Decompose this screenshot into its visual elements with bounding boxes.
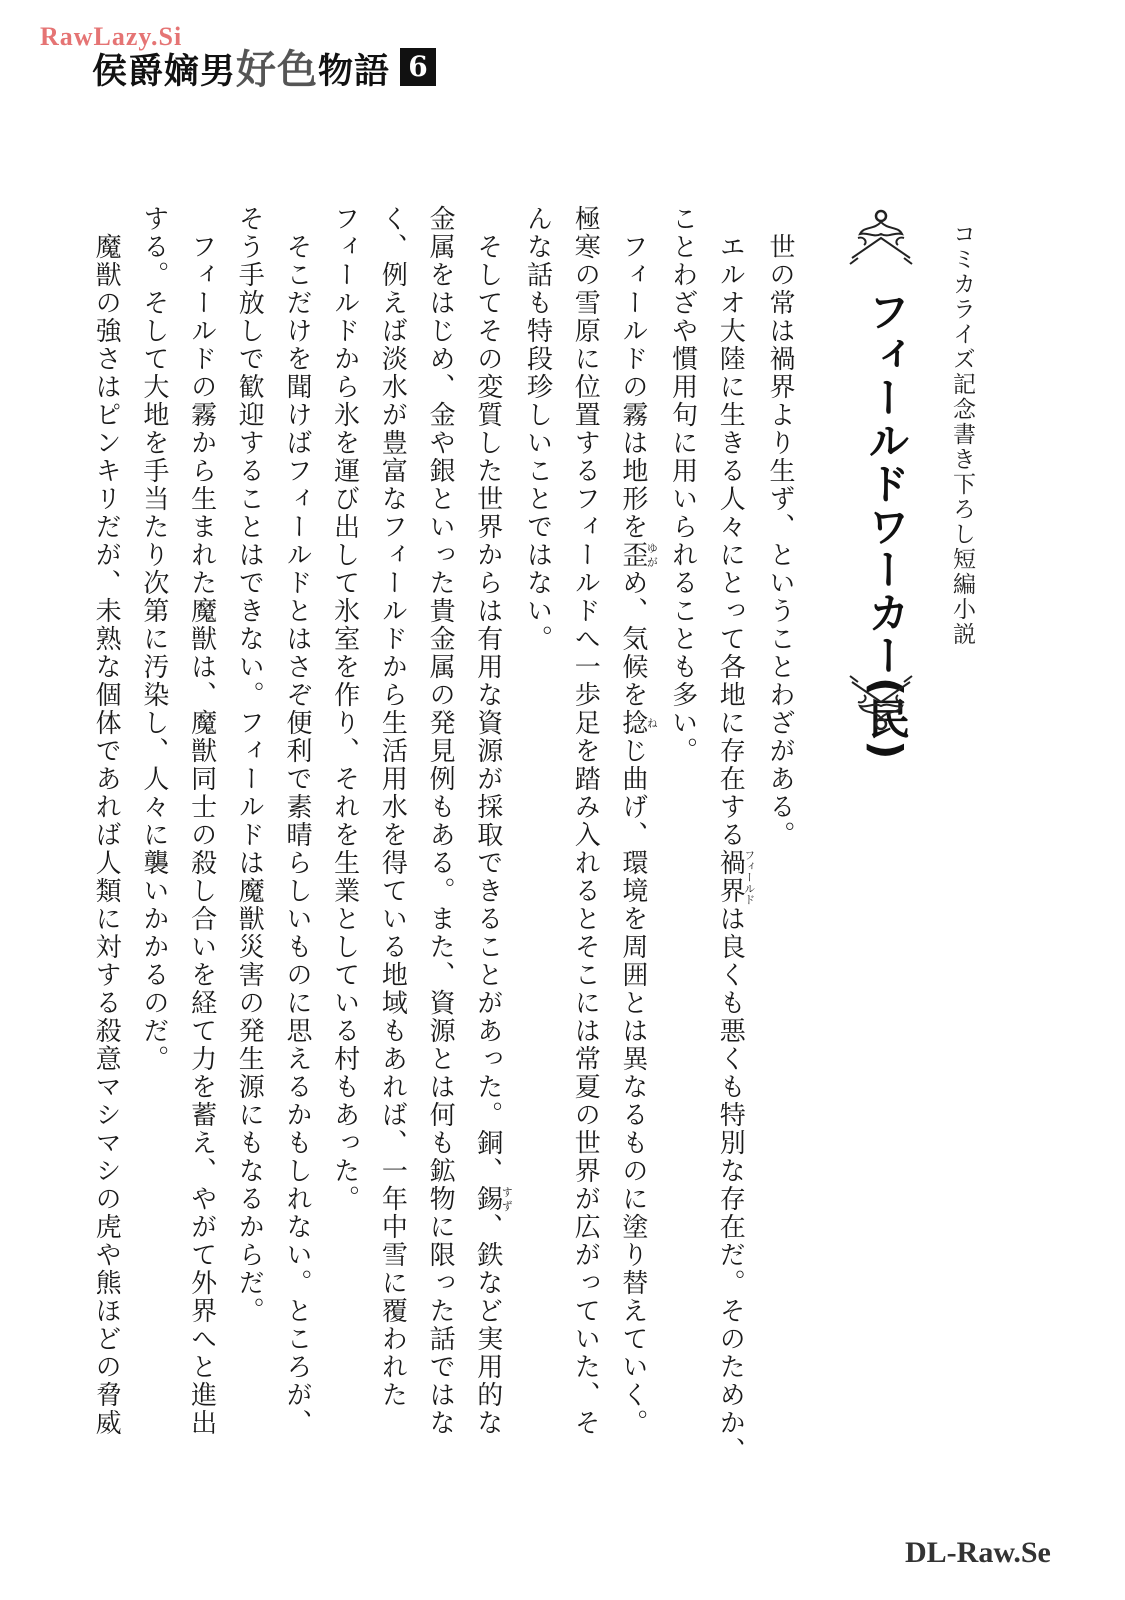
- book-title-accent: 好色: [236, 46, 319, 93]
- volume-badge: 6: [400, 48, 436, 86]
- text-segment: 世の常は禍界より生ず、ということわざがある。: [765, 205, 795, 849]
- text-column: [608, 205, 658, 1445]
- story-title: フィールドワーカー(民): [862, 290, 911, 761]
- story-subtitle: コミカライズ記念書き下ろし短編小説: [949, 222, 975, 647]
- ruby-base: 禍界: [715, 849, 746, 905]
- book-title: [92, 38, 390, 95]
- text-segment: め、気候を: [617, 569, 648, 709]
- text-column: [706, 205, 756, 1465]
- text-segment: フィールドの霧は地形を: [617, 205, 648, 541]
- text-column: [81, 205, 129, 1445]
- text-column: [755, 205, 803, 1445]
- text-segment: そう手放しで歓迎することはできない。フィールドは魔獣災害の発生源にもなるからだ。: [234, 205, 265, 1325]
- ruby-word: [617, 541, 659, 569]
- ruby-word: [715, 849, 756, 905]
- text-column: [272, 205, 320, 1445]
- text-segment: そしてその変質した世界からは有用な資源が採取できることがあった。銅、: [472, 205, 503, 1185]
- book-header: [92, 38, 436, 95]
- ruby-base: 捻: [617, 709, 648, 737]
- watermark-top: RawLazy.Si: [40, 22, 183, 51]
- text-column: [368, 205, 416, 1445]
- text-segment: 金属をはじめ、金や銀といった貴金属の発見例もある。また、資源とは何も鉱物に限った話ではな: [425, 205, 456, 1437]
- text-column: [415, 205, 463, 1445]
- ruby-reading: フィールド: [742, 849, 756, 905]
- ruby-reading: ゆが: [645, 541, 659, 569]
- text-column: [225, 205, 273, 1445]
- book-title-part: 侯爵嫡男: [92, 51, 237, 92]
- text-segment: 魔獣の強さはピンキリだが、未熟な個体であれば人類に対する殺意マシマシの虎や熊ほどの脅威: [91, 205, 122, 1437]
- ruby-reading: すず: [500, 1185, 514, 1213]
- text-segment: く、例えば淡水が豊富なフィールドから生活用水を得ている地域もあれば、一年中雪に覆われた: [377, 205, 408, 1409]
- ruby-reading: ね: [645, 709, 659, 737]
- text-segment: 、鉄など実用的な: [472, 1213, 503, 1437]
- text-segment: 極寒の雪原に位置するフィールドへ一歩足を踏み入れるとそこには常夏の世界が広がっていた、そ: [570, 205, 601, 1437]
- text-segment: フィールドから氷を運び出して氷室を作り、それを生業としている村もあった。: [329, 205, 360, 1213]
- ruby-word: [472, 1185, 514, 1213]
- text-column: [463, 205, 513, 1445]
- book-title-part: 物語: [318, 51, 391, 92]
- text-segment: フィールドの霧から生まれた魔獣は、魔獣同士の殺し合いを経て力を蓄え、やがて外界へと進出: [186, 205, 217, 1437]
- text-column: [560, 205, 608, 1445]
- ruby-word: [617, 709, 659, 737]
- text-segment: んな話も特段珍しいことではない。: [522, 205, 553, 653]
- text-column: [320, 205, 368, 1445]
- ornament-bottom-icon: [848, 660, 914, 732]
- text-segment: する。そして大地を手当たり次第に汚染し、人々に襲いかかるのだ。: [138, 205, 169, 1073]
- text-column: [129, 205, 177, 1445]
- text-segment: そこだけを聞けばフィールドとはさぞ便利で素晴らしいものに思えるかもしれない。ところが、: [281, 205, 312, 1437]
- story-body-text: [81, 205, 803, 1465]
- text-segment: じ曲げ、環境を周囲とは異なるものに塗り替えていく。: [617, 737, 648, 1437]
- text-segment: は良くも悪くも特別な存在だ。そのためか、: [715, 905, 746, 1465]
- watermark-bottom: DL-Raw.Se: [905, 1536, 1051, 1569]
- text-column: [513, 205, 561, 1445]
- ruby-base: 歪: [617, 541, 648, 569]
- text-segment: ことわざや慣用句に用いられることも多い。: [667, 205, 698, 765]
- text-column: [658, 205, 706, 1445]
- text-segment: エルオ大陸に生きる人々にとって各地に存在する: [715, 205, 746, 849]
- ruby-base: 錫: [472, 1185, 503, 1213]
- text-column: [177, 205, 225, 1445]
- ornament-top-icon: [848, 208, 914, 280]
